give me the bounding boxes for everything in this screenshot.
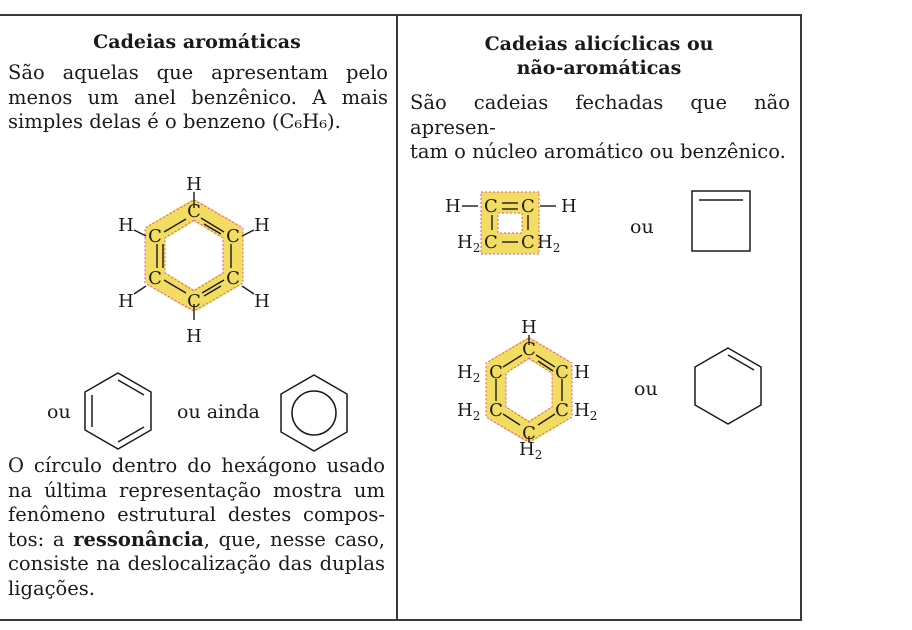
alicyclic-intro-line-1: São cadeias fechadas que não apresen- <box>410 91 790 139</box>
cyclohexene-skeletal <box>690 345 766 425</box>
benzene-kekule-hexagon <box>80 370 156 450</box>
cyclohexene-h2-upper-left: H <box>457 362 473 383</box>
alicyclic-title <box>398 32 800 80</box>
cyclohexene-sub-upper-left: 2 <box>472 371 481 385</box>
cyclobutene-sub-right: 2 <box>552 241 561 255</box>
benzene-atom-c2: C <box>226 226 240 247</box>
resonance-explanation <box>8 454 385 601</box>
cyclohexene-sub-right: 2 <box>589 409 598 423</box>
benzene-atom-c6: C <box>148 226 162 247</box>
cyclobutene-atom-c3: C <box>484 232 498 253</box>
resonance-line-6: ligações. <box>8 576 95 600</box>
cyclohexene-atom-c3: C <box>555 400 569 421</box>
resonance-line-2: na última representação mostra um <box>8 478 385 502</box>
frame-top-rule <box>0 14 802 16</box>
benzene-atom-h6: H <box>118 215 134 236</box>
cyclobutene-sub-left: 2 <box>472 241 481 255</box>
frame-column-divider <box>396 14 398 621</box>
cyclobutene-skeletal <box>689 188 753 254</box>
cyclohexene-atom-c1: C <box>522 339 536 360</box>
resonance-circle <box>292 391 336 435</box>
benzene-atom-h3: H <box>254 291 270 312</box>
cyclobutene-h2-left: H <box>457 232 473 253</box>
cyclobutene-atom-h-left: H <box>445 196 461 217</box>
cyclobutene-atom-h-right: H <box>561 196 577 217</box>
aromatic-intro-line-3: simples delas é o benzeno (C₆H₆). <box>8 110 341 133</box>
cyclohexene-structural-formula <box>450 315 610 460</box>
resonance-term: ressonância <box>73 527 204 551</box>
benzene-atom-c3: C <box>226 268 240 289</box>
alicyclic-intro-line-2: tam o núcleo aromático ou benzênico. <box>410 140 786 163</box>
svg-text:H2 <box>457 362 480 385</box>
cyclohexene-h2-right: H <box>574 400 590 421</box>
resonance-line-5: consiste na deslocalização das duplas <box>8 552 385 575</box>
resonance-line-1: O círculo dentro do hexágono usado <box>8 454 385 477</box>
resonance-line-4-c: , que, nesse caso, <box>203 527 385 551</box>
benzene-atom-h1: H <box>186 174 202 195</box>
cyclohexene-h2-bottom: H <box>519 439 535 460</box>
benzene-resonance-hexagon <box>276 372 352 452</box>
svg-text:H2 <box>537 232 560 255</box>
aromatic-intro-line-1: São aquelas que apresentam pelo <box>8 61 388 84</box>
cyclohexene-h2-lower-left: H <box>457 400 473 421</box>
aromatic-ou-label: ou <box>47 401 71 423</box>
cyclohexene-atom-c5: C <box>489 400 503 421</box>
svg-text:H2 <box>519 439 542 460</box>
aromatic-intro-line-2: menos um anel benzênico. A mais <box>8 85 388 109</box>
cyclohexene-atom-h-top: H <box>521 317 537 338</box>
aromatic-title: Cadeias aromáticas <box>93 31 301 53</box>
aromatic-ou-ainda-label: ou ainda <box>177 401 260 423</box>
cyclobutene-ou-label: ou <box>630 216 654 238</box>
cyclobutene-h2-right: H <box>537 232 553 253</box>
cyclobutene-structural-formula <box>440 186 590 260</box>
alicyclic-title-line-1: Cadeias alicíclicas ou <box>484 33 714 55</box>
svg-text:H2 <box>457 232 480 255</box>
cyclohexene-sub-lower-left: 2 <box>472 409 481 423</box>
alicyclic-title-line-2: não-aromáticas <box>516 57 682 79</box>
aromatic-intro <box>8 61 388 135</box>
cyclobutene-atom-c4: C <box>521 232 535 253</box>
benzene-atom-c4: C <box>187 291 201 312</box>
svg-text:H2 <box>574 400 597 423</box>
cyclobutene-atom-c1: C <box>484 196 498 217</box>
alicyclic-intro <box>410 91 790 165</box>
cyclohexene-atom-h-right: H <box>574 362 590 383</box>
benzene-atom-c1: C <box>187 201 201 222</box>
cyclohexene-atom-c4: C <box>522 423 536 444</box>
benzene-atom-c5: C <box>148 268 162 289</box>
benzene-atom-h2: H <box>254 215 270 236</box>
cyclohexene-atom-c2: C <box>555 362 569 383</box>
benzene-atom-h4: H <box>186 326 202 347</box>
resonance-line-4 <box>8 528 385 553</box>
resonance-line-3: fenômeno estrutural destes compos- <box>8 503 385 526</box>
frame-bottom-rule <box>0 619 802 621</box>
benzene-atom-h5: H <box>118 291 134 312</box>
resonance-line-4-a: tos: a <box>8 527 74 551</box>
cyclobutene-atom-c2: C <box>521 196 535 217</box>
frame-right-rule <box>800 14 802 621</box>
benzene-structural-formula <box>100 170 290 350</box>
cyclohexene-atom-c6: C <box>489 362 503 383</box>
svg-text:H2 <box>457 400 480 423</box>
cyclohexene-sub-bottom: 2 <box>534 448 543 460</box>
cyclohexene-ou-label: ou <box>634 378 658 400</box>
